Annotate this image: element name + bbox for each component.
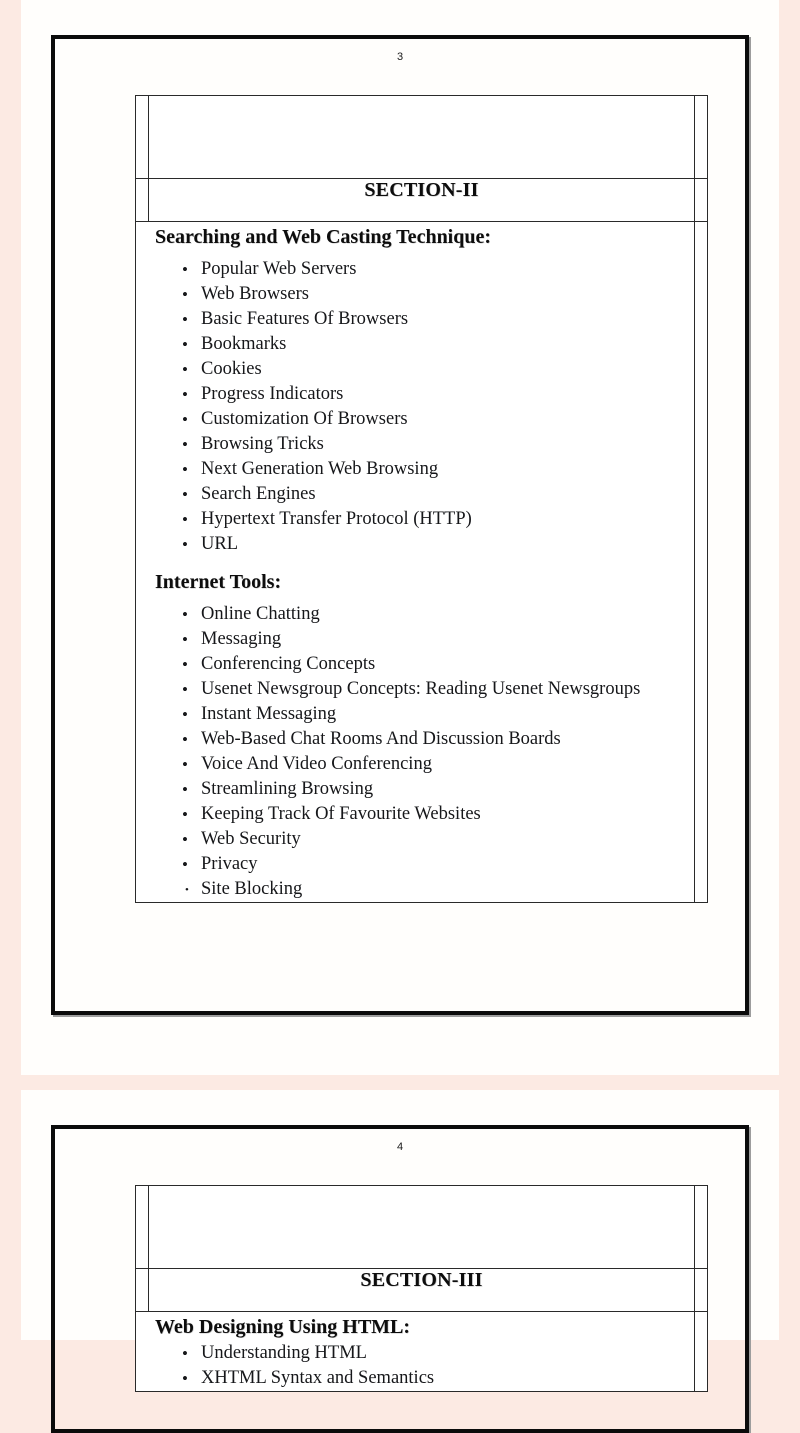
list-item: • Progress Indicators — [201, 382, 694, 407]
right-gutter-cell — [695, 1312, 708, 1392]
spacer-cell — [149, 96, 695, 179]
section-content-cell — [136, 1312, 695, 1392]
list-item: • Web Browsers — [201, 282, 694, 307]
list-item: • Privacy — [201, 852, 694, 877]
topic-list-web-designing — [136, 1341, 694, 1391]
list-item: • Usenet Newsgroup Concepts: Reading Usenet Newsgroups — [201, 677, 694, 702]
section-heading-row — [136, 179, 708, 222]
list-item: • Next Generation Web Browsing — [201, 457, 694, 482]
topic-group-heading: Web Designing Using HTML: — [155, 1316, 411, 1338]
section-content-row — [136, 1312, 708, 1392]
list-item: • URL — [201, 532, 694, 557]
right-gutter-cell — [695, 1269, 708, 1312]
table-spacer-row — [136, 1186, 708, 1269]
table-spacer-row — [136, 96, 708, 179]
list-item: • XHTML Syntax and Semantics — [201, 1366, 694, 1391]
document-page-4 — [21, 1090, 779, 1388]
page-number-folio: 4 — [396, 1141, 404, 1153]
list-item: • Cookies — [201, 357, 694, 382]
left-gutter-cell — [136, 179, 149, 222]
right-gutter-cell — [695, 179, 708, 222]
right-gutter-cell — [695, 222, 708, 903]
list-item: • Basic Features Of Browsers — [201, 307, 694, 332]
list-item: • Messaging — [201, 627, 694, 652]
topic-group-heading: Internet Tools: — [155, 571, 282, 593]
right-gutter-cell — [695, 1186, 708, 1269]
spacer-cell — [149, 1186, 695, 1269]
list-item: • Web-Based Chat Rooms And Discussion Boards — [201, 727, 694, 752]
list-item: • Conferencing Concepts — [201, 652, 694, 677]
syllabus-table — [135, 1185, 708, 1392]
syllabus-table — [135, 95, 708, 903]
list-item: • Web Security — [201, 827, 694, 852]
list-item: • Popular Web Servers — [201, 257, 694, 282]
section-content-cell — [136, 222, 695, 903]
list-item: • Streamlining Browsing — [201, 777, 694, 802]
list-item: • Voice And Video Conferencing — [201, 752, 694, 777]
left-gutter-cell — [136, 1186, 149, 1269]
topic-list-internet-tools — [136, 602, 694, 902]
list-item: • Bookmarks — [201, 332, 694, 357]
list-item: • Hypertext Transfer Protocol (HTTP) — [201, 507, 694, 532]
page-number-folio: 3 — [396, 51, 404, 63]
list-item: • Understanding HTML — [201, 1341, 694, 1366]
list-item: • Customization Of Browsers — [201, 407, 694, 432]
list-item: • Browsing Tricks — [201, 432, 694, 457]
list-item: • Site Blocking — [201, 877, 694, 902]
left-gutter-cell — [136, 96, 149, 179]
list-item: • Instant Messaging — [201, 702, 694, 727]
section-title: SECTION-III — [149, 1269, 695, 1312]
topic-group-heading: Searching and Web Casting Technique: — [155, 226, 492, 248]
right-gutter-cell — [695, 96, 708, 179]
document-page-3 — [21, 0, 779, 1075]
left-gutter-cell — [136, 1269, 149, 1312]
topic-list-searching — [136, 257, 694, 557]
list-item: • Search Engines — [201, 482, 694, 507]
section-content-row — [136, 222, 708, 903]
list-item: • Keeping Track Of Favourite Websites — [201, 802, 694, 827]
list-item: • Online Chatting — [201, 602, 694, 627]
section-title: SECTION-II — [149, 179, 695, 222]
section-heading-row — [136, 1269, 708, 1312]
